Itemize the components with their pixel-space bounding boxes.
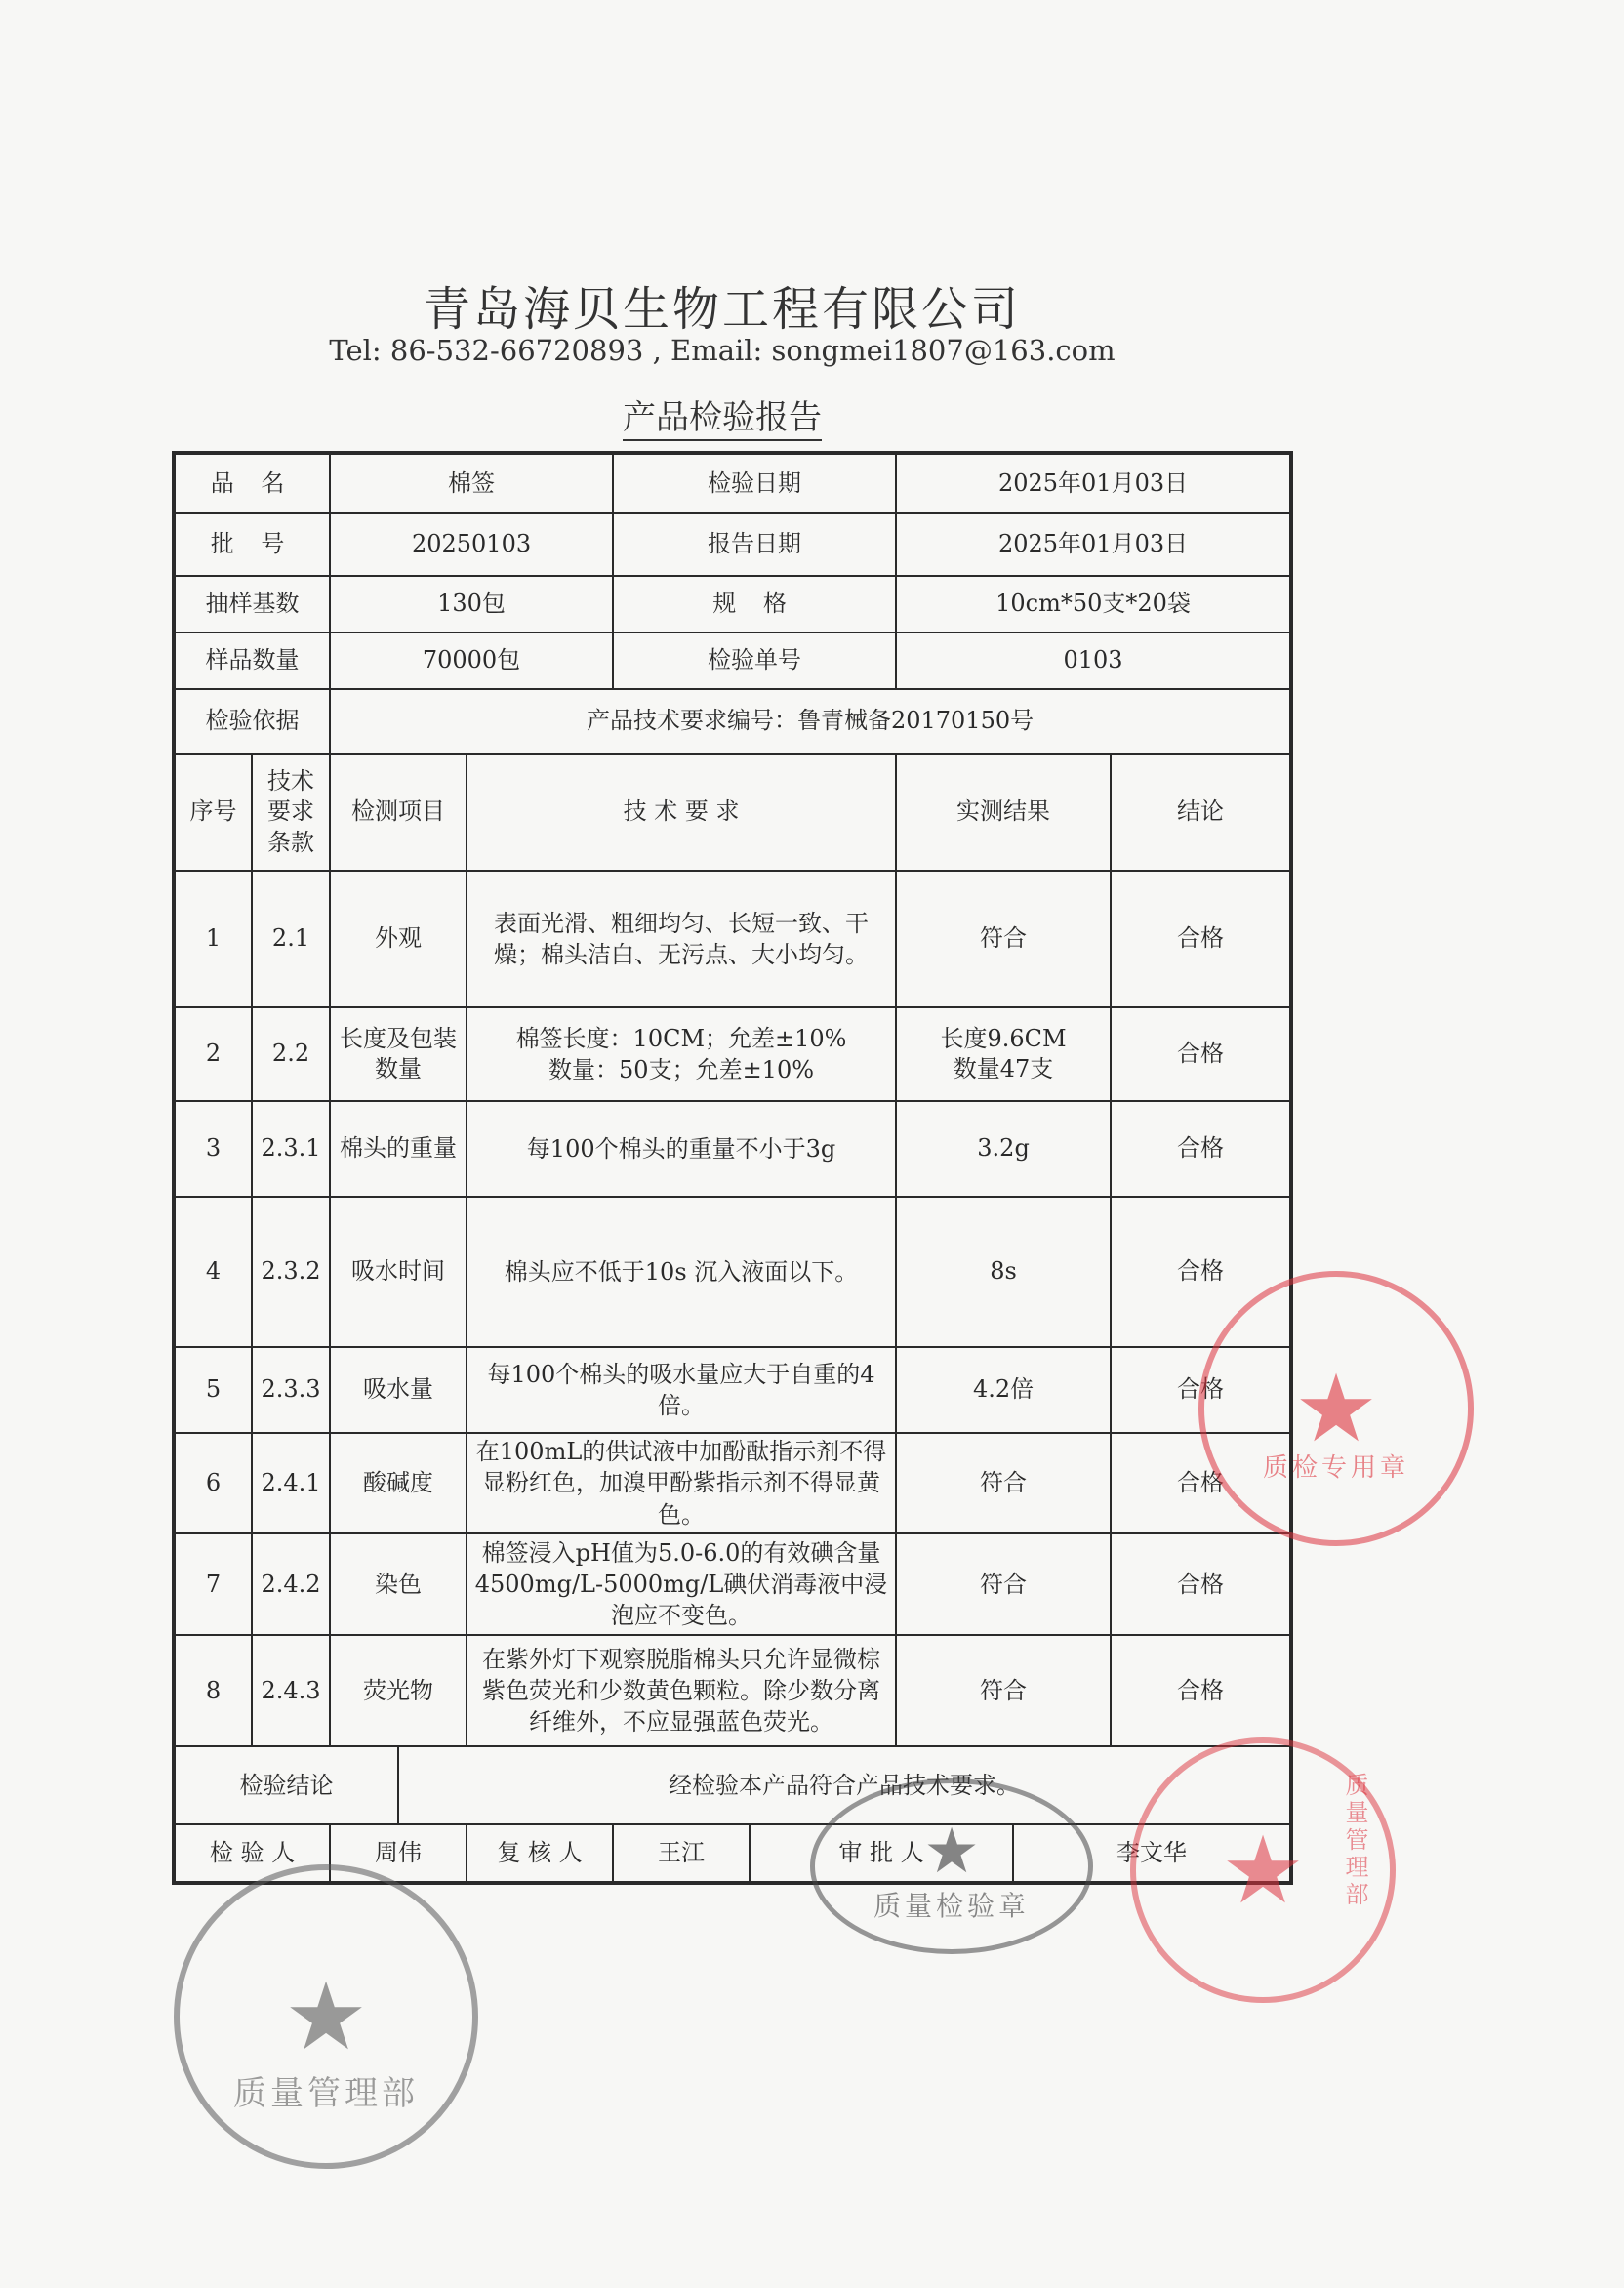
row-item: 吸水时间 <box>330 1197 467 1347</box>
basis-value: 产品技术要求编号：鲁青械备20170150号 <box>330 689 1291 754</box>
product-name-label: 品 名 <box>174 453 330 513</box>
row-conclusion: 合格 <box>1111 1347 1291 1433</box>
conclusion-label: 检验结论 <box>174 1746 398 1824</box>
table-row <box>174 1007 1291 1101</box>
company-contact: Tel: 86-532-66720893 , Email: songmei1807@163.com <box>329 334 1116 367</box>
row-result <box>896 1007 1111 1101</box>
row-clause: 2.3.3 <box>252 1347 330 1433</box>
row-requirement: 每100个棉头的吸水量应大于自重的4倍。 <box>467 1347 896 1433</box>
row-result: 符合 <box>896 1433 1111 1533</box>
batch-label: 批 号 <box>174 513 330 576</box>
sample-qty-value: 70000包 <box>330 633 613 689</box>
col-header-clause: 技术要求条款 <box>252 754 330 871</box>
row-item: 酸碱度 <box>330 1433 467 1533</box>
table-row <box>174 1197 1291 1347</box>
sample-qty-label: 样品数量 <box>174 633 330 689</box>
spec-label: 规 格 <box>613 576 896 633</box>
quality-dept-stamp-red <box>1130 1737 1396 2003</box>
row-item: 荧光物 <box>330 1635 467 1746</box>
stamp-text: 质量管理部 <box>233 2074 419 2113</box>
quality-dept-stamp-gray <box>174 1864 478 2169</box>
inspection-report-table <box>172 451 1293 1888</box>
inspection-no-label: 检验单号 <box>613 633 896 689</box>
row-seq: 2 <box>174 1007 252 1101</box>
table-row <box>174 871 1291 1007</box>
quality-inspection-stamp-red <box>1198 1271 1474 1546</box>
table-row <box>174 1533 1291 1635</box>
sample-base-label: 抽样基数 <box>174 576 330 633</box>
report-date-label: 报告日期 <box>613 513 896 576</box>
row-conclusion: 合格 <box>1111 871 1291 1007</box>
row-conclusion: 合格 <box>1111 1533 1291 1635</box>
stamp-text: 质检专用章 <box>1262 1453 1409 1483</box>
row-result: 符合 <box>896 1635 1111 1746</box>
basis-label: 检验依据 <box>174 689 330 754</box>
row-requirement: 在100mL的供试液中加酚酞指示剂不得显粉红色，加溴甲酚紫指示剂不得显黄色。 <box>467 1433 896 1533</box>
report-date-value: 2025年01月03日 <box>896 513 1291 576</box>
conclusion-text: 经检验本产品符合产品技术要求。 <box>398 1746 1291 1824</box>
star-icon: ★ <box>923 1816 980 1888</box>
star-icon: ★ <box>283 1962 369 2071</box>
stamp-text: 质量管理部 <box>1341 1773 1368 1909</box>
row-clause: 2.4.3 <box>252 1635 330 1746</box>
row-seq: 3 <box>174 1101 252 1197</box>
batch-value: 20250103 <box>330 513 613 576</box>
row-seq: 1 <box>174 871 252 1007</box>
row-clause: 2.4.2 <box>252 1533 330 1635</box>
row-conclusion: 合格 <box>1111 1197 1291 1347</box>
col-header-result: 实测结果 <box>896 754 1111 871</box>
row-conclusion: 合格 <box>1111 1433 1291 1533</box>
inspection-date-label: 检验日期 <box>613 453 896 513</box>
row-item: 外观 <box>330 871 467 1007</box>
row-conclusion: 合格 <box>1111 1101 1291 1197</box>
approver-name: 李文华 <box>1013 1824 1291 1883</box>
product-name-value: 棉签 <box>330 453 613 513</box>
row-requirement <box>467 1007 896 1101</box>
inspection-date-value: 2025年01月03日 <box>896 453 1291 513</box>
row-requirement: 每100个棉头的重量不小于3g <box>467 1101 896 1197</box>
row-conclusion: 合格 <box>1111 1007 1291 1101</box>
col-header-requirement: 技 术 要 求 <box>467 754 896 871</box>
row-requirement: 在紫外灯下观察脱脂棉头只允许显微棕紫色荧光和少数黄色颗粒。除少数分离纤维外，不应显强蓝色荧光。 <box>467 1635 896 1746</box>
row-requirement-line: 数量：50支；允差±10% <box>548 1056 815 1083</box>
table-row <box>174 1347 1291 1433</box>
row-seq: 7 <box>174 1533 252 1635</box>
row-item: 棉头的重量 <box>330 1101 467 1197</box>
report-title-text: 产品检验报告 <box>623 398 822 441</box>
col-header-seq: 序号 <box>174 754 252 871</box>
star-icon: ★ <box>1220 1816 1306 1925</box>
row-clause: 2.1 <box>252 871 330 1007</box>
inspector-label: 检 验 人 <box>174 1824 330 1883</box>
company-name: 青岛海贝生物工程有限公司 <box>423 282 1021 337</box>
spec-value: 10cm*50支*20袋 <box>896 576 1291 633</box>
row-clause: 2.2 <box>252 1007 330 1101</box>
row-seq: 8 <box>174 1635 252 1746</box>
report-title <box>0 390 1444 438</box>
row-clause: 2.4.1 <box>252 1433 330 1533</box>
row-requirement: 棉签浸入pH值为5.0-6.0的有效碘含量4500mg/L-5000mg/L碘伏消毒液中浸泡应不变色。 <box>467 1533 896 1635</box>
approver-label: 审 批 人 <box>750 1824 1013 1883</box>
row-seq: 4 <box>174 1197 252 1347</box>
row-conclusion: 合格 <box>1111 1635 1291 1746</box>
sample-base-value: 130包 <box>330 576 613 633</box>
table-row <box>174 1433 1291 1533</box>
row-clause: 2.3.2 <box>252 1197 330 1347</box>
row-result-line: 长度9.6CM <box>940 1024 1067 1052</box>
row-result: 8s <box>896 1197 1111 1347</box>
row-requirement-line: 棉签长度：10CM；允差±10% <box>515 1024 847 1052</box>
row-requirement: 表面光滑、粗细均匀、长短一致、干燥；棉头洁白、无污点、大小均匀。 <box>467 871 896 1007</box>
table-row <box>174 1101 1291 1197</box>
table-row <box>174 1635 1291 1746</box>
row-result-line: 数量47支 <box>953 1055 1054 1083</box>
row-seq: 5 <box>174 1347 252 1433</box>
reviewer-label: 复 核 人 <box>467 1824 613 1883</box>
row-item: 染色 <box>330 1533 467 1635</box>
reviewer-name: 王江 <box>613 1824 750 1883</box>
row-result: 符合 <box>896 871 1111 1007</box>
inspector-name: 周伟 <box>330 1824 467 1883</box>
row-seq: 6 <box>174 1433 252 1533</box>
row-item: 长度及包装数量 <box>330 1007 467 1101</box>
row-item: 吸水量 <box>330 1347 467 1433</box>
row-requirement: 棉头应不低于10s 沉入液面以下。 <box>467 1197 896 1347</box>
row-result: 符合 <box>896 1533 1111 1635</box>
row-result: 4.2倍 <box>896 1347 1111 1433</box>
col-header-item: 检测项目 <box>330 754 467 871</box>
col-header-conclusion: 结论 <box>1111 754 1291 871</box>
stamp-text: 质量检验章 <box>873 1890 1030 1922</box>
row-clause: 2.3.1 <box>252 1101 330 1197</box>
row-result: 3.2g <box>896 1101 1111 1197</box>
inspection-no-value: 0103 <box>896 633 1291 689</box>
star-icon: ★ <box>1293 1354 1379 1463</box>
quality-check-oval-stamp <box>810 1778 1093 1954</box>
